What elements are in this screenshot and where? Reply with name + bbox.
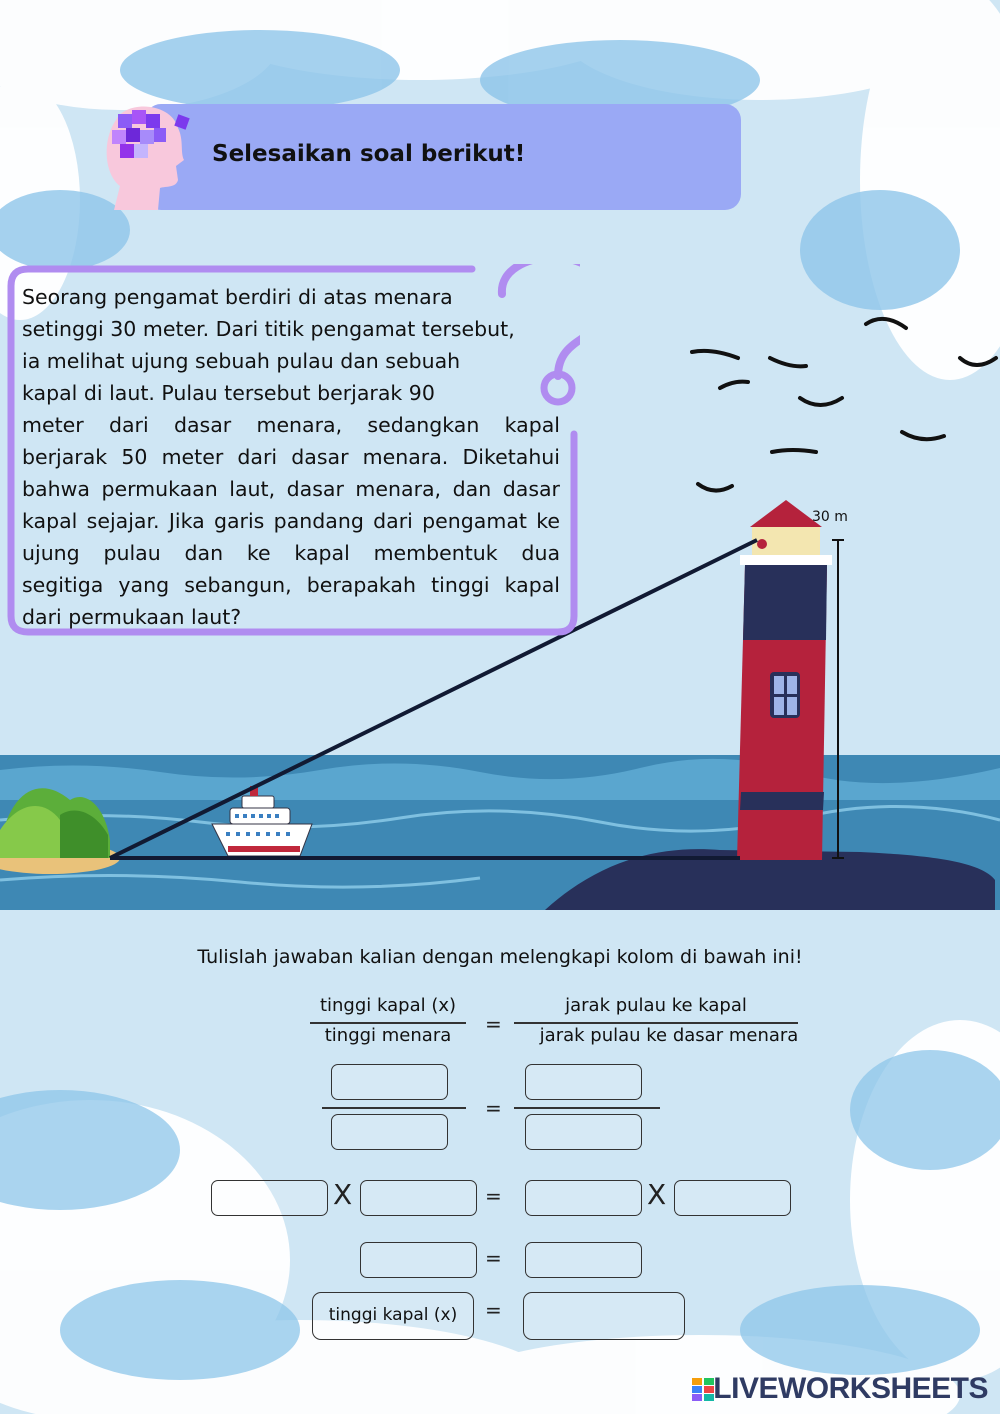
fraction-line — [514, 1107, 660, 1109]
equals-sign: = — [485, 1298, 502, 1322]
final-label-box — [312, 1292, 474, 1340]
times-sign: X — [647, 1178, 667, 1211]
answer-box-left-denominator[interactable] — [331, 1114, 448, 1150]
problem-line: ujung pulau dan ke kapal membentuk dua — [22, 541, 560, 565]
fraction-line — [514, 1022, 798, 1024]
brain-puzzle-icon — [96, 100, 196, 212]
answer-box-final[interactable] — [523, 1292, 685, 1340]
liveworksheets-logo-icon — [692, 1378, 714, 1402]
tower-height-label: 30 m — [812, 509, 848, 525]
problem-line: berjarak 50 meter dari dasar menara. Diketahui — [22, 445, 560, 469]
answer-box-cross-1[interactable] — [211, 1180, 328, 1216]
times-sign: X — [333, 1178, 353, 1211]
problem-line: bahwa permukaan laut, dasar menara, dan dasar — [22, 477, 560, 501]
answer-box-cross-2[interactable] — [360, 1180, 477, 1216]
final-label: tinggi kapal (x) — [328, 1305, 458, 1325]
birds — [692, 319, 996, 491]
problem-statement — [22, 281, 560, 633]
problem-line: segitiga yang sebangun, berapakah tinggi kapal — [22, 573, 560, 597]
answer-box-left-numerator[interactable] — [331, 1064, 448, 1100]
answer-box-step3-left[interactable] — [360, 1242, 477, 1278]
problem-line: meter dari dasar menara, sedangkan kapal — [22, 413, 560, 437]
answer-box-right-denominator[interactable] — [525, 1114, 642, 1150]
problem-line: ia melihat ujung sebuah pulau dan sebuah — [22, 349, 461, 373]
instruction-text: Tulislah jawaban kalian dengan melengkapi kolom di bawah ini! — [197, 946, 803, 968]
left-denominator-label: tinggi menara — [324, 1025, 452, 1046]
liveworksheets-logo[interactable]: LIVEWORKSHEETS — [713, 1372, 988, 1405]
answer-box-right-numerator[interactable] — [525, 1064, 642, 1100]
problem-line: Seorang pengamat berdiri di atas menara — [22, 285, 453, 309]
fraction-line — [310, 1022, 466, 1024]
fraction-line — [322, 1107, 466, 1109]
problem-line: dari permukaan laut? — [22, 605, 242, 629]
answer-box-cross-4[interactable] — [674, 1180, 791, 1216]
right-denominator-label: jarak pulau ke dasar menara — [539, 1025, 799, 1046]
lighthouse — [737, 500, 832, 860]
answer-box-step3-right[interactable] — [525, 1242, 642, 1278]
equals-sign: = — [485, 1246, 502, 1270]
equals-sign: = — [485, 1184, 502, 1208]
problem-line: kapal di laut. Pulau tersebut berjarak 90 — [22, 381, 435, 405]
equals-sign: = — [485, 1096, 502, 1120]
left-numerator-label: tinggi kapal (x) — [319, 995, 457, 1016]
answer-box-cross-3[interactable] — [525, 1180, 642, 1216]
problem-line: setinggi 30 meter. Dari titik pengamat tersebut, — [22, 317, 515, 341]
equals-sign: = — [485, 1012, 502, 1036]
right-numerator-label: jarak pulau ke kapal — [565, 995, 747, 1016]
problem-line: kapal sejajar. Jika garis pandang dari pengamat ke — [22, 509, 560, 533]
page-title: Selesaikan soal berikut! — [212, 141, 526, 167]
